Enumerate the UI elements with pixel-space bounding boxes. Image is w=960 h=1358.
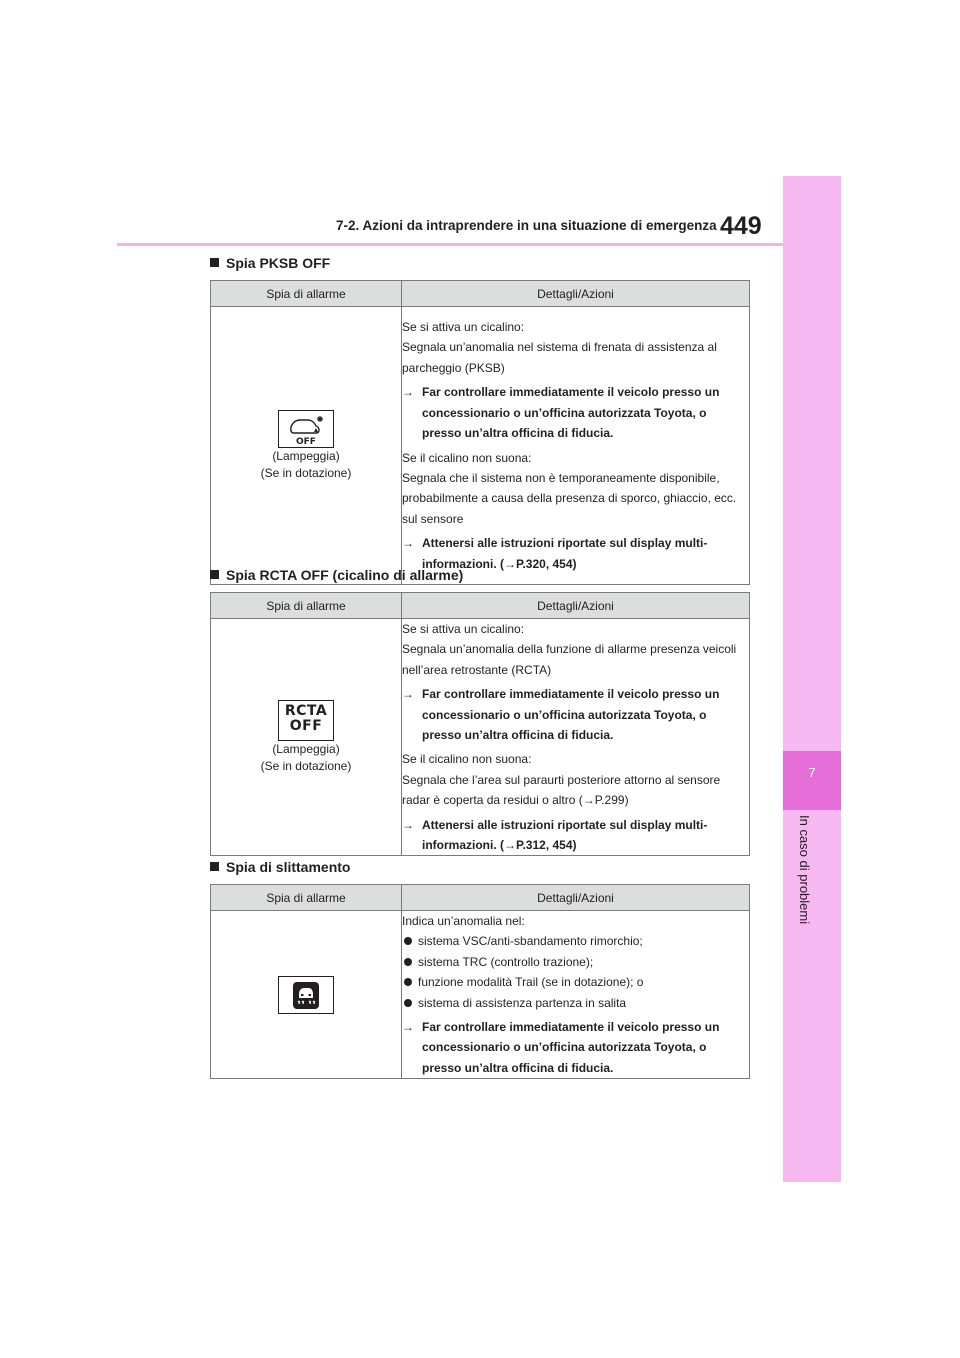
blink-note: (Lampeggia) bbox=[272, 741, 340, 756]
column-header-details: Dettagli/Azioni bbox=[402, 885, 750, 911]
chapter-side-tab bbox=[783, 176, 841, 1182]
header-rule bbox=[117, 243, 783, 246]
bullet-item: sistema VSC/anti-sbandamento rimorchio; bbox=[402, 931, 749, 951]
action-text: → Attenersi alle istruzioni riportate sul display multi-informazioni. (→P.320, 454) bbox=[402, 533, 749, 574]
arrow-icon: → bbox=[402, 817, 414, 832]
chapter-number-box bbox=[783, 751, 841, 810]
page-reference: P.312, 454) bbox=[516, 838, 577, 853]
column-header-light: Spia di allarme bbox=[211, 593, 402, 619]
page-reference-arrow: → bbox=[504, 556, 516, 571]
page-reference-arrow: → bbox=[582, 793, 595, 808]
bullet-dot-icon bbox=[404, 937, 412, 945]
warning-table-rcta bbox=[210, 592, 750, 856]
bullet-item: sistema di assistenza partenza in salita bbox=[402, 993, 749, 1013]
bullet-dot-icon bbox=[404, 958, 412, 966]
arrow-icon: → bbox=[402, 385, 414, 400]
icon-cell bbox=[211, 911, 402, 1079]
description-text: Segnala un’anomalia della funzione di allarme presenza veicoli nell’area retrostante (RCTA) bbox=[402, 642, 737, 677]
intro-text: Indica un’anomalia nel: bbox=[402, 914, 525, 928]
condition-text: Se il cicalino non suona: bbox=[402, 752, 532, 767]
bullet-item: funzione modalità Trail (se in dotazione); o bbox=[402, 972, 749, 992]
details-cell bbox=[402, 619, 750, 856]
square-bullet-icon bbox=[210, 862, 219, 871]
condition-text: Se il cicalino non suona: bbox=[402, 450, 532, 465]
equipment-note: (Se in dotazione) bbox=[260, 465, 352, 480]
details-cell bbox=[402, 307, 750, 585]
chapter-label: In caso di problemi bbox=[797, 815, 812, 925]
warning-table-slip bbox=[210, 884, 750, 1079]
column-header-details: Dettagli/Azioni bbox=[402, 281, 750, 307]
arrow-icon: → bbox=[402, 687, 414, 702]
bullet-dot-icon bbox=[404, 978, 412, 986]
equipment-note: (Se in dotazione) bbox=[260, 758, 352, 773]
page-reference: P.299) bbox=[594, 793, 629, 808]
slip-indicator-icon bbox=[278, 976, 334, 1014]
running-header: 7-2. Azioni da intraprendere in una situazione di emergenza bbox=[336, 218, 717, 233]
page-reference: P.320, 454) bbox=[516, 556, 577, 571]
arrow-icon: → bbox=[402, 536, 414, 551]
page-number: 449 bbox=[720, 212, 762, 240]
square-bullet-icon bbox=[210, 570, 219, 579]
warning-table-pksb bbox=[210, 280, 750, 585]
pksb-off-icon bbox=[278, 410, 334, 448]
condition-text: Se si attiva un cicalino: bbox=[402, 622, 525, 636]
column-header-light: Spia di allarme bbox=[211, 885, 402, 911]
blink-note: (Lampeggia) bbox=[272, 448, 340, 463]
details-cell bbox=[402, 911, 750, 1079]
section-heading-slip: Spia di slittamento bbox=[210, 859, 350, 875]
chapter-number: 7 bbox=[808, 765, 816, 780]
svg-text:OFF: OFF bbox=[296, 436, 316, 447]
page-reference-arrow: → bbox=[504, 838, 516, 853]
square-bullet-icon bbox=[210, 258, 219, 267]
column-header-light: Spia di allarme bbox=[211, 281, 402, 307]
bullet-item: sistema TRC (controllo trazione); bbox=[402, 952, 749, 972]
description-text: Segnala che il sistema non è temporaneamente disponibile, probabilmente a causa della presenza di sporco, ghiaccio, ecc. sul sensore bbox=[402, 470, 737, 526]
action-text: → Attenersi alle istruzioni riportate sul display multi-informazioni. (→P.312, 454) bbox=[402, 815, 749, 856]
description-text: Segnala che l’area sul paraurti posteriore attorno al sensore radar è coperta da residui o altro (→P.299) bbox=[402, 772, 721, 808]
section-heading-pksb: Spia PKSB OFF bbox=[210, 255, 330, 271]
bullet-dot-icon bbox=[404, 999, 412, 1007]
action-text: → Far controllare immediatamente il veicolo presso un concessionario o un’officina autorizzata Toyota, o presso un’altra officina di fiducia. bbox=[402, 684, 749, 745]
action-text: → Far controllare immediatamente il veicolo presso un concessionario o un’officina autorizzata Toyota, o presso un’altra officina di fiducia. bbox=[402, 382, 749, 443]
column-header-details: Dettagli/Azioni bbox=[402, 593, 750, 619]
condition-text: Se si attiva un cicalino: bbox=[402, 320, 525, 335]
arrow-icon: → bbox=[402, 1020, 414, 1035]
description-text: Segnala un’anomalia nel sistema di frenata di assistenza al parcheggio (PKSB) bbox=[402, 340, 717, 375]
icon-cell bbox=[211, 307, 402, 585]
section-heading-rcta: Spia RCTA OFF (cicalino di allarme) bbox=[210, 567, 463, 583]
action-text: → Far controllare immediatamente il veicolo presso un concessionario o un’officina autorizzata Toyota, o presso un’altra officina di fiducia. bbox=[402, 1017, 749, 1078]
rcta-off-icon: RCTA OFF bbox=[278, 700, 334, 741]
icon-cell bbox=[211, 619, 402, 856]
